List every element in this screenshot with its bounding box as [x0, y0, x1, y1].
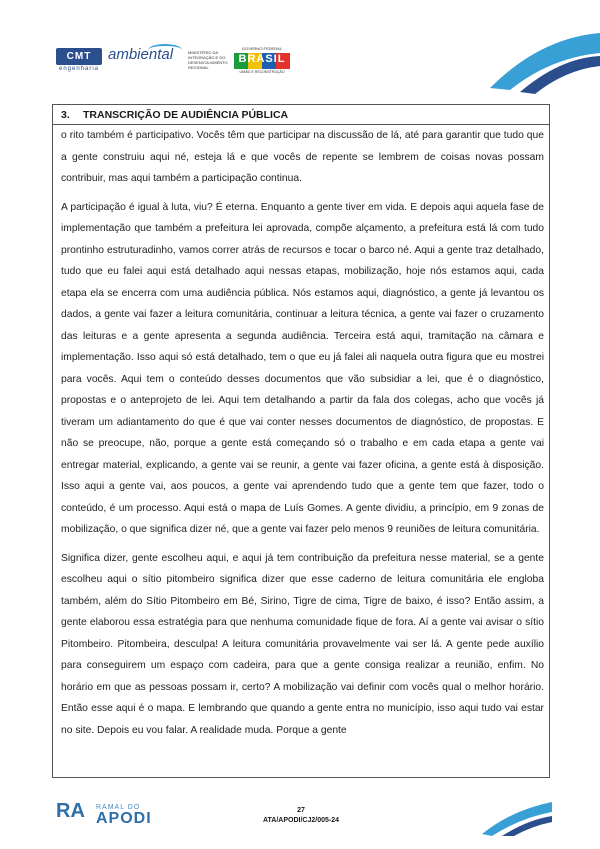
header-logos [56, 42, 536, 82]
gov-flag-text: BRASIL [234, 53, 290, 69]
header-swoosh-icon [480, 28, 600, 98]
gov-sub-text: UNIÃO E RECONSTRUÇÃO [239, 70, 285, 74]
ambiental-swoosh-icon [148, 44, 182, 56]
footer [56, 796, 546, 836]
ambiental-logo: ambiental [108, 46, 174, 63]
section-title [53, 105, 549, 125]
governo-federal-logo [234, 46, 290, 74]
page-number: 27 [297, 807, 305, 814]
section-number: 3. [61, 109, 70, 121]
cmt-logo-sub: engenharia [58, 66, 100, 72]
ministerio-logo: MINISTÉRIO DA INTEGRAÇÃO E DO DESENVOLVIMENTO REGIONAL [188, 50, 228, 70]
ra-logo-mark: RA [56, 800, 85, 822]
cmt-logo [56, 48, 102, 72]
cmt-logo-text: CMT [56, 48, 102, 65]
paragraph: o rito também é participativo. Vocês têm que participar na discussão de lá, até para garantir que tudo que a gente construiu aqui né, esteja lá e que vocês de repente se lembrem de coisas novas possam contribuir, mas aqui também a participação continua. [61, 130, 544, 184]
ramal-do-text: RAMAL DO [96, 804, 141, 811]
apodi-text: APODI [96, 810, 152, 827]
paragraph: A participação é igual à luta, viu? É eterna. Enquanto a gente tiver em vida. E depois aqui aquela fase de implementação que também a prefeitura lei aprovada, compõe alçamento, a prefeitura está lá com tudo prontinho estruturadinho, vamos correr atrás de recursos e tocar o barco né. Aqui a gente traz detalhado, tudo que eu falei aqui está detalhado aqui nessas etapas, mobilização, hoje nós estamos aqui, cada etapa ela se encerra com uma audiência pública. Nós estamos aqui, diagnóstico, a gente já levantou os dados, a gente vai fazer a leitura comunitária, continuar a leitura técnica, a gente vai fazer o cruzamento das leituras e a gente apresenta a segunda audiência. Terceira está aqui, tramitação na câmara e implementação. Isso aqui só está detalhado, tem o que eu já falei ali naquela outra figura que eu mostrei para vocês. Aqui tem o conteúdo desses documentos que vão subsidiar a lei, que é o diagnóstico, propostas e o anteprojeto de lei. Aqui tem detalhando a partir da fala dos colegas, acho que vocês já tiveram um adiantamento do que é que vai conter nesses documentos de diagnóstico, de propostas. E não se preocupe, não, porque a gente está começando só o trabalho e em cada etapa a gente vai entregar material, explicando, a gente vai se reunir, a gente vai fazer oficina, a gente está à disposição. Isso aqui a gente vai, aos poucos, a gente vai aprendendo tudo que a gente tem que fazer, todo o conteúdo, é um processo. Aqui está o mapa de Luís Gomes. A gente dividiu, a princípio, em 9 zonas de mobilização, o que significa dizer né, que a gente vai fazer pelo menos 9 reuniões de leitura comunitária. [61, 201, 544, 535]
footer-swoosh-icon [482, 800, 552, 836]
footer-page-info [246, 806, 356, 826]
transcription-box [52, 104, 550, 778]
transcription-body [53, 125, 549, 741]
gov-top-text: GOVERNO FEDERAL [241, 46, 282, 51]
document-code: ATA/APODI/CJ2/005-24 [263, 817, 339, 824]
section-title-text: TRANSCRIÇÃO DE AUDIÊNCIA PÚBLICA [83, 109, 289, 121]
ramal-apodi-logo [56, 796, 166, 832]
paragraph: Significa dizer, gente escolheu aqui, e aqui já tem contribuição da prefeitura nesse material, se a gente escolheu aqui o sítio pitombeiro significa dizer que esse caderno de leitura comunitária ele engloba também, além do Sítio Pitombeiro em Bé, Sirino, Tigre de cima, Tigre de baixo, é isso? Então assim, a gente elaborou essa estratégia para que nenhuma comunidade fique de fora. Aí a gente vai avisar o sítio Pitombeiro. Pitombeira, desculpa! A leitura comunitária provavelmente vai ser lá. A gente pede auxílio para conseguirem um espaço com cadeira, para que a gente consiga realizar a reunião, enfim. No horário em que as pessoas possam ir, certo? A mobilização vai definir com vocês qual o melhor horário. Então esse aqui é o mapa. E lembrando que quando a gente entra no município, isso aqui tudo vai estar no site. Depois eu vou falar. A realidade muda. Porque a gente [61, 552, 544, 736]
